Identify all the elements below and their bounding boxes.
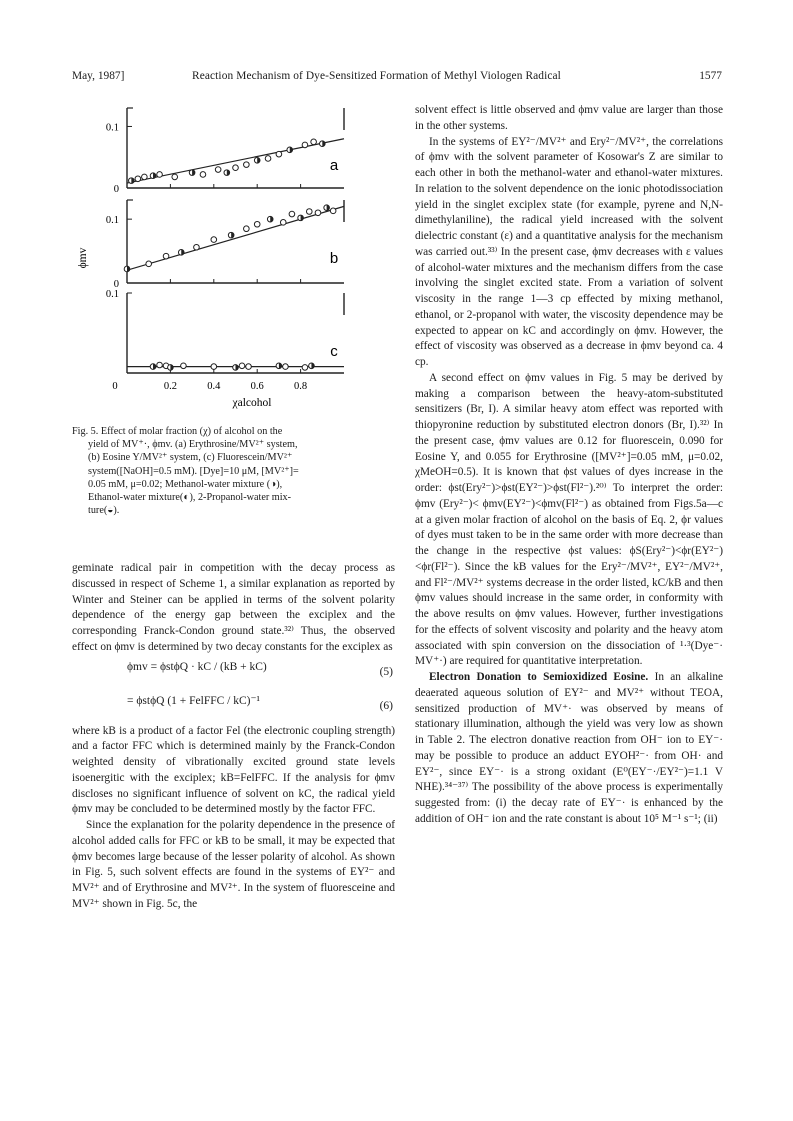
data-point — [215, 167, 221, 173]
paragraph-text: In an alkaline deaerated aqueous solution of EY²⁻ and MV²⁺ without TEOA, sensitized production of MV⁺· was observed by means of stationary illumination, although the yield was very low as shown in Table 2. The electron donative reaction from OH⁻ ion to EY⁻· may be possible to produce an adduct EYOH²⁻· from OH· and EY²⁻, since EY⁻· is a strong oxidant (E⁰(EY⁻·/EY²⁻)=1.1 V NHE).³⁴⁻³⁷⁾ The possibility of the above process is experimentally suggested from: (i) the decay rate of EY⁻· is enhanced by the addition of OH⁻ ion and the rate constant is about 10⁵ M⁻¹ s⁻¹; (ii) — [415, 671, 723, 825]
data-point — [315, 210, 321, 216]
data-point — [135, 176, 141, 182]
data-point — [146, 261, 152, 267]
data-point — [244, 162, 250, 168]
data-point — [265, 156, 271, 162]
data-point — [280, 220, 286, 226]
paragraph: where kB is a product of a factor Fel (the electronic coupling strength) and a factor FFC which is determined mainly by the Franck-Condon weighted density of vibrationally excited ground state levels isoenergitic with the exciplex; kB=FelFFC. If the analysis for ϕmv discloses no significant influence of solvent on kC, the radical yield ϕmv may be concluded to be determined mostly by the factor FFC. — [72, 724, 395, 816]
panel-label: a — [329, 157, 339, 174]
x-tick-label: 0.2 — [163, 381, 177, 392]
data-point — [330, 208, 336, 214]
header-date: May, 1987] — [72, 70, 125, 82]
data-point — [163, 253, 169, 259]
x-tick-label: 0 — [112, 381, 118, 392]
equation-5-body: ϕmv = ϕstϕQ · kC / (kB + kC) — [127, 660, 267, 673]
paragraph — [415, 670, 723, 828]
y-axis-label: ϕmv — [77, 247, 89, 269]
data-point — [200, 172, 206, 178]
left-column — [72, 561, 395, 913]
equation-5 — [72, 656, 395, 690]
data-point — [276, 151, 282, 157]
paragraph: geminate radical pair in competition with the decay process as discussed in respect of Scheme 1, a similar explanation as reported by Winter and Steiner can be applied in terms of the solvent polarity dependence of the energy gap between the exciplex and the corresponding Franck-Condon ground state.³²⁾ Thus, the observed effect on ϕmv is determined by two decay constants for the exciplex as — [72, 562, 395, 653]
panel-label: c — [330, 343, 338, 360]
figure-caption — [72, 425, 402, 517]
x-axis-label: χalcohol — [232, 397, 272, 409]
figure-5-chart — [72, 98, 392, 418]
data-point — [142, 174, 148, 180]
caption-line: yield of MV⁺·, ϕmv. (a) Erythrosine/MV²⁺ system, — [88, 439, 298, 451]
y-tick-label: 0 — [113, 279, 119, 290]
data-point — [233, 165, 239, 171]
data-point — [172, 174, 178, 180]
caption-line: Ethanol-water mixture(◐), 2-Propanol-water mix- — [88, 492, 292, 504]
data-point — [181, 363, 187, 369]
caption-line: Fig. 5. Effect of molar fraction (χ) of alcohol on the — [72, 426, 283, 437]
y-tick-label: 0.1 — [105, 215, 119, 227]
data-point — [302, 142, 308, 148]
data-point — [194, 244, 200, 250]
data-point — [244, 226, 250, 232]
header-title: Reaction Mechanism of Dye-Sensitized Formation of Methyl Viologen Radical — [192, 70, 561, 82]
equation-6 — [72, 690, 395, 724]
equation-6-number: (6) — [379, 699, 393, 712]
x-tick-label: 0.4 — [207, 381, 221, 392]
panel-b-trend-line — [127, 206, 344, 270]
data-point — [157, 362, 163, 368]
y-tick-label: 0.1 — [105, 122, 119, 134]
equation-6-body: = ϕstϕQ (1 + FelFFC / kC)⁻¹ — [127, 694, 261, 707]
running-header — [72, 70, 722, 86]
data-point — [211, 364, 217, 370]
caption-line: 0.05 mM, μ=0.02; Methanol-water mixture (◑), — [88, 478, 283, 490]
right-column — [415, 103, 723, 828]
paragraph: solvent effect is little observed and ϕmv value are larger than those in the other systems. — [415, 104, 723, 132]
panel-label: b — [329, 250, 339, 267]
data-point — [283, 364, 289, 370]
y-tick-label: 0 — [113, 184, 119, 195]
x-tick-label: 0.8 — [294, 381, 308, 392]
caption-line: system([NaOH]=0.5 mM). [Dye]=10 μM, [MV²⁺]= — [88, 465, 299, 477]
caption-line: (b) Eosine Y/MV²⁺ system, (c) Fluorescein/MV²⁺ — [88, 452, 293, 464]
caption-line: ture(◒). — [88, 505, 120, 517]
data-point — [306, 209, 312, 215]
x-tick-label: 0.6 — [250, 381, 264, 392]
data-point — [289, 211, 295, 217]
data-point — [239, 363, 245, 369]
paragraph: In the systems of EY²⁻/MV²⁺ and Ery²⁻/MV²⁺, the correlations of ϕmv with the solvent parameter of Kosowar's Z are similar to each other in both the methanol-water and ethanol-water mixtures. In relation to the solvent dependence on the ionic photodissociation yield in the singlet exciplex state (for example, pyrene and N,N-dimethylaniline), the radical yield increased with the solvent dielectric constant (ε) and a quantitative analysis for the mechanism was carried out.³³⁾ In the present case, ϕmv decreases with ε values of alcohol-water mixtures and the mechanism differs from the case involving the singlet excited state. From a variation of solvent viscosity in the range 1—3 cp effected by mixing methanol, ethanol, or 2-propanol with water, the viscosity dependence may be expected to appear on kC and accordingly on ϕmv. However, the effect of viscosity was observed as a decrease in ϕmv beyond ca. 4 cp. — [415, 135, 723, 368]
figure-5 — [72, 98, 392, 418]
y-tick-label: 0.1 — [105, 289, 119, 300]
data-point — [157, 172, 163, 178]
paragraph: Since the explanation for the polarity dependence in the presence of alcohol added calls for FFC or kB to be small, it may be expected that ϕmv becomes large because of the lesser polarity of alcohol. As shown in Fig. 5, such solvent effects are found in the systems of EY²⁻ and MV²⁺ and of Erythrosine and MV²⁺. In the system of fluoresceine and MV²⁺ shown in Fig. 5c, the — [72, 819, 395, 910]
data-point — [246, 364, 252, 370]
data-point — [311, 139, 317, 145]
data-point — [254, 221, 260, 227]
data-point — [211, 237, 217, 243]
equation-5-number: (5) — [379, 665, 393, 678]
paragraph: A second effect on ϕmv values in Fig. 5 may be derived by making a comparison between the heavy-atom-substituted sensitizers (Br, I). A similar heavy atom effect was reported with thiopyronine reduction by substituted electron donors (Br, I).³²⁾ In the present case, ϕmv values are 0.12 for fluorescein, 0.090 for Eosine Y, and 0.055 for Erythrosine ([MV²⁺]=0.05 mM, μ=0.02, χMeOH=0.5). It is known that ϕst values of dyes increase in the order: ϕst(Ery²⁻)>ϕst(EY²⁻)>ϕst(Fl²⁻).²⁰⁾ To interpret the order: ϕmv (Ery²⁻)< ϕmv(EY²⁻)<ϕmv(Fl²⁻) as obtained from Figs.5a—c at a given molar fraction of alcohol on the basis of Eq. 2, ϕr values of dyes must taken to be in the same order with more decrease than the change in the respective ϕst values: ϕS(Ery²⁻)<ϕr(EY²⁻)<ϕr(Fl²⁻). Since the kB values for the Ery²⁻/MV²⁺, EY²⁻/MV²⁺, and Fl²⁻/MV²⁺ systems decrease in the order listed, kC/kB and then ϕmv values should increase in the same order, in conformity with the above results on ϕmv values. However, further investigations for the effects of solvent viscosity and polarity and the heavy atom associated with spin conversion on the dissociation of ¹·³(Dye⁻· MV⁺·) are required for quantitative interpretation. — [415, 371, 723, 668]
section-heading: Electron Donation to Semioxidized Eosine. — [429, 671, 649, 683]
page-number: 1577 — [699, 70, 722, 82]
data-point — [302, 365, 308, 371]
